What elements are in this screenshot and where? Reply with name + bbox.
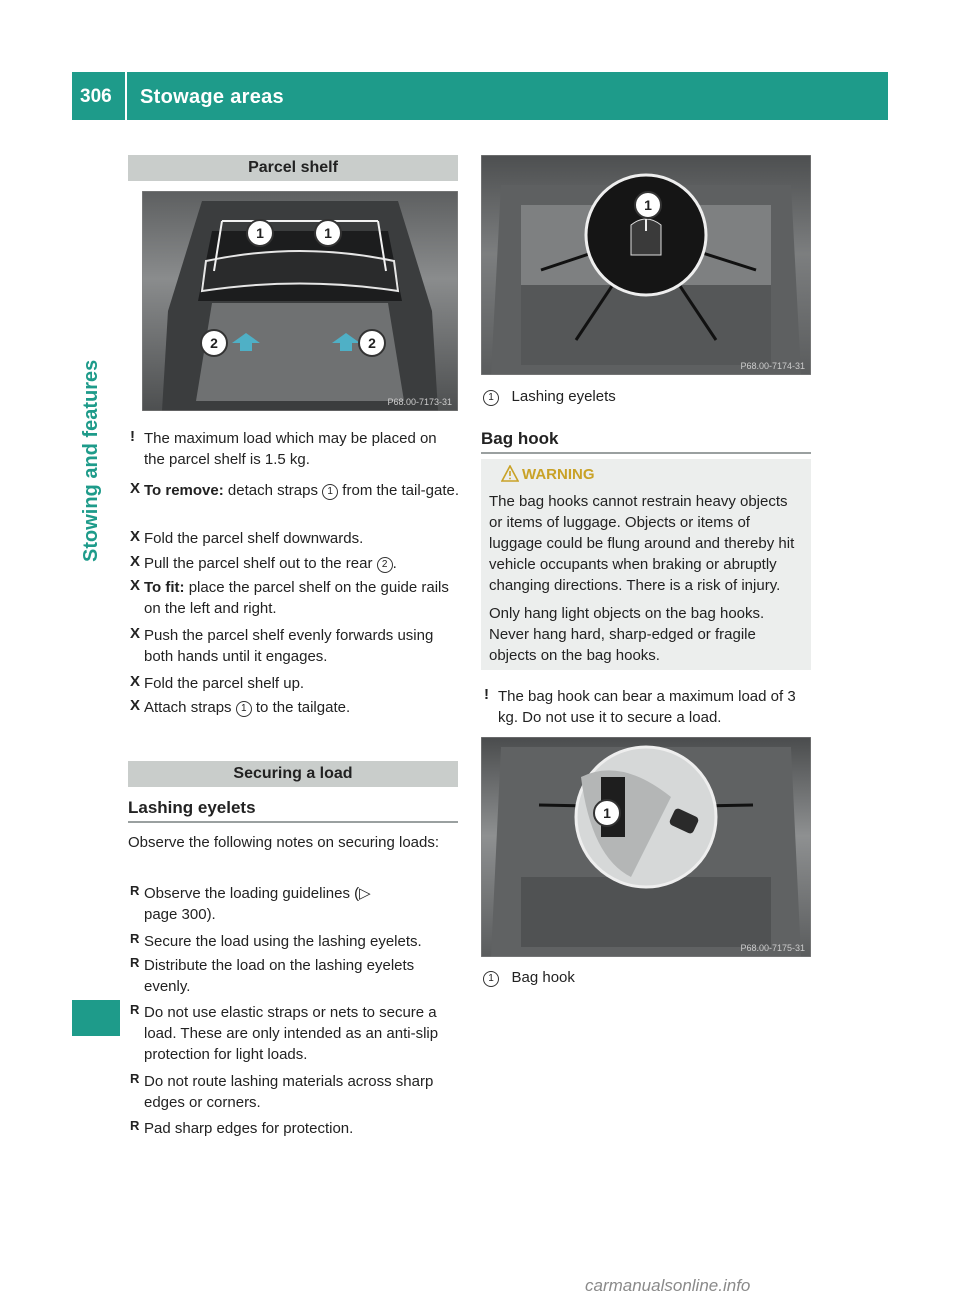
side-tab-marker (72, 1000, 120, 1036)
parcel-shelf-photo (142, 191, 458, 411)
step-mark: X (130, 673, 141, 690)
photo-code: P68.00-7174-31 (740, 361, 805, 371)
ref-1-badge: 1 (236, 701, 252, 717)
step-to-fit: To fit: place the parcel shelf on the guide rails on the left and right. (144, 579, 449, 617)
ref-2-badge: 2 (377, 557, 393, 573)
note-mark: ! (484, 686, 489, 703)
parcel-shelf-note: The maximum load which may be placed on the parcel shelf is 1.5 kg. (144, 430, 437, 468)
bullet-item: Observe the loading guidelines (▷ page 300). (144, 885, 371, 923)
bullet-item: Do not use elastic straps or nets to secure a load. These are only intended as an anti-slip protection for light loads. (144, 1004, 439, 1063)
header-divider (125, 72, 127, 120)
bullet-item: Distribute the load on the lashing eyelets evenly. (144, 957, 415, 995)
bullet-mark: R (130, 931, 140, 946)
bag-hook-note: The bag hook can bear a maximum load of 3 kg. Do not use it to secure a load. (498, 688, 796, 726)
callout-1-left: 1 (246, 219, 274, 247)
callout-1: 1 (634, 191, 662, 219)
bag-hook-photo (481, 737, 811, 957)
lashing-caption: 1 Lashing eyelets (483, 386, 803, 407)
warning-title: WARNING (522, 466, 595, 483)
parcel-shelf-illustration (142, 191, 458, 411)
bag-hook-illustration (481, 737, 811, 957)
bag-hook-subhead: Bag hook (481, 429, 559, 448)
step-mark: X (130, 577, 141, 594)
section-title: Stowage areas (140, 86, 284, 108)
bullet-mark: R (130, 1071, 140, 1086)
lashing-eyelets-photo (481, 155, 811, 375)
lashing-eyelets-illustration (481, 155, 811, 375)
page-number: 306 (80, 86, 112, 107)
step-fold-down: Fold the parcel shelf downwards. (144, 530, 364, 547)
securing-intro: Observe the following notes on securing loads: (128, 834, 440, 851)
ref-1-badge: 1 (483, 390, 499, 406)
callout-2-left: 2 (200, 329, 228, 357)
bullet-item: Pad sharp edges for protection. (144, 1120, 354, 1137)
divider (128, 821, 458, 823)
divider (481, 452, 811, 454)
step-mark: X (130, 480, 141, 497)
step-mark: X (130, 697, 141, 714)
securing-title: Securing a load (128, 761, 458, 787)
watermark: carmanualsonline.info (585, 1276, 751, 1295)
bullet-item: Secure the load using the lashing eyelets. (144, 933, 422, 950)
step-mark: X (130, 625, 141, 642)
warning-paragraph-1: The bag hooks cannot restrain heavy objects or items of luggage. Objects or items of luggage could be flung around and thereby hit vehicle occupants when braking or abruptly changing directions. There is a risk of injury. (489, 493, 795, 594)
step-pull-out: Pull the parcel shelf out to the rear 2 . (144, 555, 397, 572)
warning-paragraph-2: Only hang light objects on the bag hooks. Never hang hard, sharp-edged or fragile objects on the bag hooks. (489, 605, 765, 664)
step-mark: X (130, 553, 141, 570)
photo-code: P68.00-7175-31 (740, 943, 805, 953)
ref-1-badge: 1 (483, 971, 499, 987)
bullet-item: Do not route lashing materials across sharp edges or corners. (144, 1073, 434, 1111)
warning-icon (501, 465, 519, 483)
bullet-mark: R (130, 883, 140, 898)
callout-1: 1 (593, 799, 621, 827)
bag-hook-caption: 1 Bag hook (483, 967, 803, 988)
bullet-mark: R (130, 1118, 140, 1133)
step-attach: Attach straps 1 to the tailgate. (144, 699, 351, 716)
step-push: Push the parcel shelf evenly forwards using both hands until it engages. (144, 627, 434, 665)
callout-2-right: 2 (358, 329, 386, 357)
callout-1-right: 1 (314, 219, 342, 247)
bullet-mark: R (130, 955, 140, 970)
parcel-shelf-title: Parcel shelf (128, 155, 458, 181)
step-mark: X (130, 528, 141, 545)
lashing-subhead: Lashing eyelets (128, 798, 256, 817)
side-tab-label: Stowing and features (80, 359, 102, 562)
bullet-mark: R (130, 1002, 140, 1017)
step-fold-up: Fold the parcel shelf up. (144, 675, 305, 692)
step-to-remove: To remove: detach straps 1 from the tail-gate. (144, 482, 460, 499)
photo-code: P68.00-7173-31 (387, 397, 452, 407)
ref-1-badge: 1 (322, 484, 338, 500)
note-mark: ! (130, 428, 135, 445)
